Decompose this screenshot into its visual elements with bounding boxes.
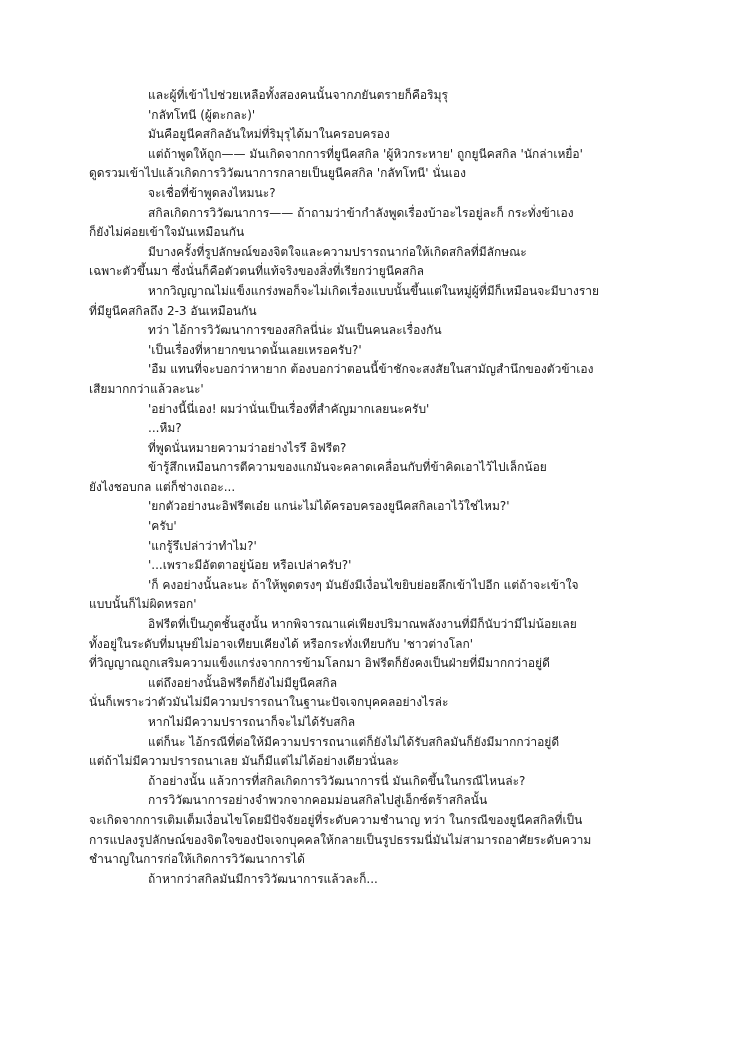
paragraph-first-line: สกิลเกิดการวิวัฒนาการ—— ถ้าถามว่าข้ากำลังพูดเรื่องบ้าอะไรอยู่ละก็ กระทั่งข้าเอง	[148, 205, 574, 220]
paragraph-first-line: 'อย่างนี้นี่เอง! ผมว่านั่นเป็นเรื่องที่สำคัญมากเลยนะครับ'	[148, 401, 430, 416]
paragraph-continuation-line: ทั้งอยู่ในระดับที่มนุษย์ไม่อาจเทียบเคียงได้ หรือกระทั่งเทียบกับ 'ชาวต่างโลก'	[89, 636, 474, 651]
paragraph-continuation-line: เฉพาะตัวขึ้นมา ซึ่งนั่นก็คือตัวตนที่แท้จริงของสิ่งที่เรียกว่ายูนีคสกิล	[89, 264, 424, 279]
paragraph	[89, 556, 669, 576]
paragraph	[89, 517, 669, 537]
paragraph-first-line: ถ้าหากว่าสกิลมันมีการวิวัฒนาการแล้วละก็...	[148, 871, 378, 886]
paragraph-first-line: 'แกรู้รึเปล่าว่าทำไม?'	[148, 538, 257, 553]
paragraph-continuation-line: ดูดรวมเข้าไปแล้วเกิดการวิวัฒนาการกลายเป็นยูนีคสกิล 'กลัทโทนี' นั่นเอง	[89, 166, 466, 181]
paragraph	[89, 615, 669, 674]
paragraph-first-line: แต่ถ้าพูดให้ถูก—— มันเกิดจากการที่ยูนีคสกิล 'ผู้หิวกระหาย' ถูกยูนีคสกิล 'นักล่าเหยื่อ'	[148, 146, 583, 161]
paragraph-continuation-line: ยังไงชอบกล แต่ก็ช่างเถอะ...	[89, 479, 236, 494]
paragraph-continuation-line: ก็ยังไม่ค่อยเข้าใจมันเหมือนกัน	[89, 225, 245, 240]
paragraph-first-line: และผู้ที่เข้าไปช่วยเหลือทั้งสองคนนั้นจากภยันตรายก็คือริมุรุ	[148, 88, 448, 102]
paragraph-continuation-line: นั่นก็เพราะว่าตัวมันไม่มีความปรารถนาในฐานะปัจเจกบุคคลอย่างไรล่ะ	[89, 695, 449, 710]
paragraph-first-line: 'ยกตัวอย่างนะอิฟรีตเอ๋ย แกน่ะไม่ได้ครอบครองยูนีคสกิลเอาไว้ใช่ไหม?'	[148, 499, 510, 514]
paragraph	[89, 733, 669, 772]
paragraph	[89, 713, 669, 733]
paragraph-first-line: การวิวัฒนาการอย่างจำพวกจากคอมม่อนสกิลไปสู่เอ็กซ์ตร้าสกิลนั้น	[148, 793, 488, 808]
paragraph-continuation-line: จะเกิดจากการเติมเต็มเงื่อนไขโดยมีปัจจัยอยู่ที่ระดับความชำนาญ ทว่า ในกรณีของยูนีคสกิลที่เป็น	[89, 812, 583, 827]
paragraph-first-line: ที่พูดนั่นหมายความว่าอย่างไรรึ อิฟรีต?	[148, 440, 347, 455]
paragraph	[89, 86, 669, 106]
paragraph-first-line: ...หืม?	[148, 421, 182, 436]
paragraph-first-line: แต่ถึงอย่างนั้นอิฟรีตก็ยังไม่มียูนีคสกิล	[148, 675, 338, 690]
paragraph-continuation-line: ที่มียูนีคสกิลถึง 2-3 อันเหมือนกัน	[89, 303, 257, 318]
paragraph-continuation-line: แบบนั้นก็ไม่ผิดหรอก'	[89, 597, 197, 612]
paragraph-first-line: มันคือยูนีคสกิลอันใหม่ที่ริมุรุได้มาในครอบครอง	[148, 127, 390, 142]
paragraph	[89, 400, 669, 420]
paragraph	[89, 204, 669, 243]
paragraph-first-line: มีบางครั้งที่รูปลักษณ์ของจิตใจและความปรารถนาก่อให้เกิดสกิลที่มีลักษณะ	[148, 244, 527, 259]
paragraph-continuation-line: แต่ถ้าไม่มีความปรารถนาเลย มันก็มีแต่ไม่ได้อย่างเดียวนั่นละ	[89, 754, 399, 769]
paragraph-first-line: หากไม่มีความปรารถนาก็จะไม่ได้รับสกิล	[148, 715, 356, 729]
paragraph-first-line: 'กลัทโทนี (ผู้ตะกละ)'	[148, 107, 256, 122]
paragraph-first-line: ข้ารู้สึกเหมือนการตีความของแกมันจะคลาดเคลื่อนกับที่ข้าคิดเอาไว้ไปเล็กน้อย	[148, 460, 547, 475]
paragraph	[89, 125, 669, 145]
paragraph	[89, 439, 669, 459]
paragraph-first-line: หากวิญญาณไม่แข็งแกร่งพอก็จะไม่เกิดเรื่องแบบนั้นขึ้นแต่ในหมู่ผู้ที่มีก็เหมือนจะมีบางราย	[148, 283, 600, 298]
paragraph	[89, 419, 669, 439]
paragraph-first-line: ถ้าอย่างนั้น แล้วการที่สกิลเกิดการวิวัฒนาการนี่ มันเกิดขึ้นในกรณีไหนล่ะ?	[148, 773, 526, 788]
paragraph-continuation-line: เสียมากกว่าแล้วละนะ'	[89, 381, 204, 396]
paragraph-continuation-line: การแปลงรูปลักษณ์ของจิตใจของปัจเจกบุคคลให้กลายเป็นรูปธรรมนี่มันไม่สามารถอาศัยระดับความ	[89, 832, 592, 847]
paragraph	[89, 321, 669, 341]
body-text	[89, 86, 669, 889]
paragraph	[89, 458, 669, 497]
paragraph	[89, 497, 669, 517]
paragraph-continuation-line: ที่วิญญาณถูกเสริมความแข็งแกร่งจากการข้ามโลกมา อิฟรีตก็ยังคงเป็นฝ่ายที่มีมากกว่าอยู่ดี	[89, 656, 550, 671]
paragraph	[89, 106, 669, 126]
paragraph	[89, 243, 669, 282]
paragraph-first-line: อิฟรีตที่เป็นภูตชั้นสูงนั้น หากพิจารณาแค่เพียงปริมาณพลังงานที่มีก็นับว่ามีไม่น้อยเลย	[148, 617, 577, 632]
paragraph-first-line: จะเชื่อที่ข้าพูดลงไหมนะ?	[148, 185, 276, 200]
paragraph-first-line: '...เพราะมีอัตตาอยู่น้อย หรือเปล่าครับ?'	[148, 558, 352, 573]
paragraph	[89, 537, 669, 557]
paragraph-first-line: ทว่า ไอ้การวิวัฒนาการของสกิลนี่น่ะ มันเป็นคนละเรื่องกัน	[148, 323, 442, 338]
paragraph	[89, 341, 669, 361]
paragraph	[89, 791, 669, 869]
paragraph-first-line: 'ครับ'	[148, 519, 177, 534]
paragraph-first-line: 'เป็นเรื่องที่หายากขนาดนั้นเลยเหรอครับ?'	[148, 342, 362, 357]
paragraph-first-line: 'ก็ คงอย่างนั้นละนะ ถ้าให้พูดตรงๆ มันยังมีเงื่อนไขยิบย่อยลึกเข้าไปอีก แต่ถ้าจะเข้าใจ	[148, 577, 579, 592]
paragraph-first-line: 'อืม แทนที่จะบอกว่าหายาก ต้องบอกว่าตอนนี้ข้าชักจะสงสัยในสามัญสำนึกของตัวข้าเอง	[148, 362, 594, 377]
paragraph	[89, 282, 669, 321]
paragraph	[89, 870, 669, 890]
paragraph	[89, 772, 669, 792]
paragraph	[89, 674, 669, 713]
paragraph-first-line: แต่ก็นะ ไอ้กรณีที่ต่อให้มีความปรารถนาแต่ก็ยังไม่ได้รับสกิลมันก็ยังมีมากกว่าอยู่ดี	[148, 734, 560, 749]
paragraph	[89, 184, 669, 204]
paragraph-continuation-line: ชำนาญในการก่อให้เกิดการวิวัฒนาการได้	[89, 852, 305, 867]
paragraph	[89, 145, 669, 184]
paragraph	[89, 360, 669, 399]
paragraph	[89, 576, 669, 615]
